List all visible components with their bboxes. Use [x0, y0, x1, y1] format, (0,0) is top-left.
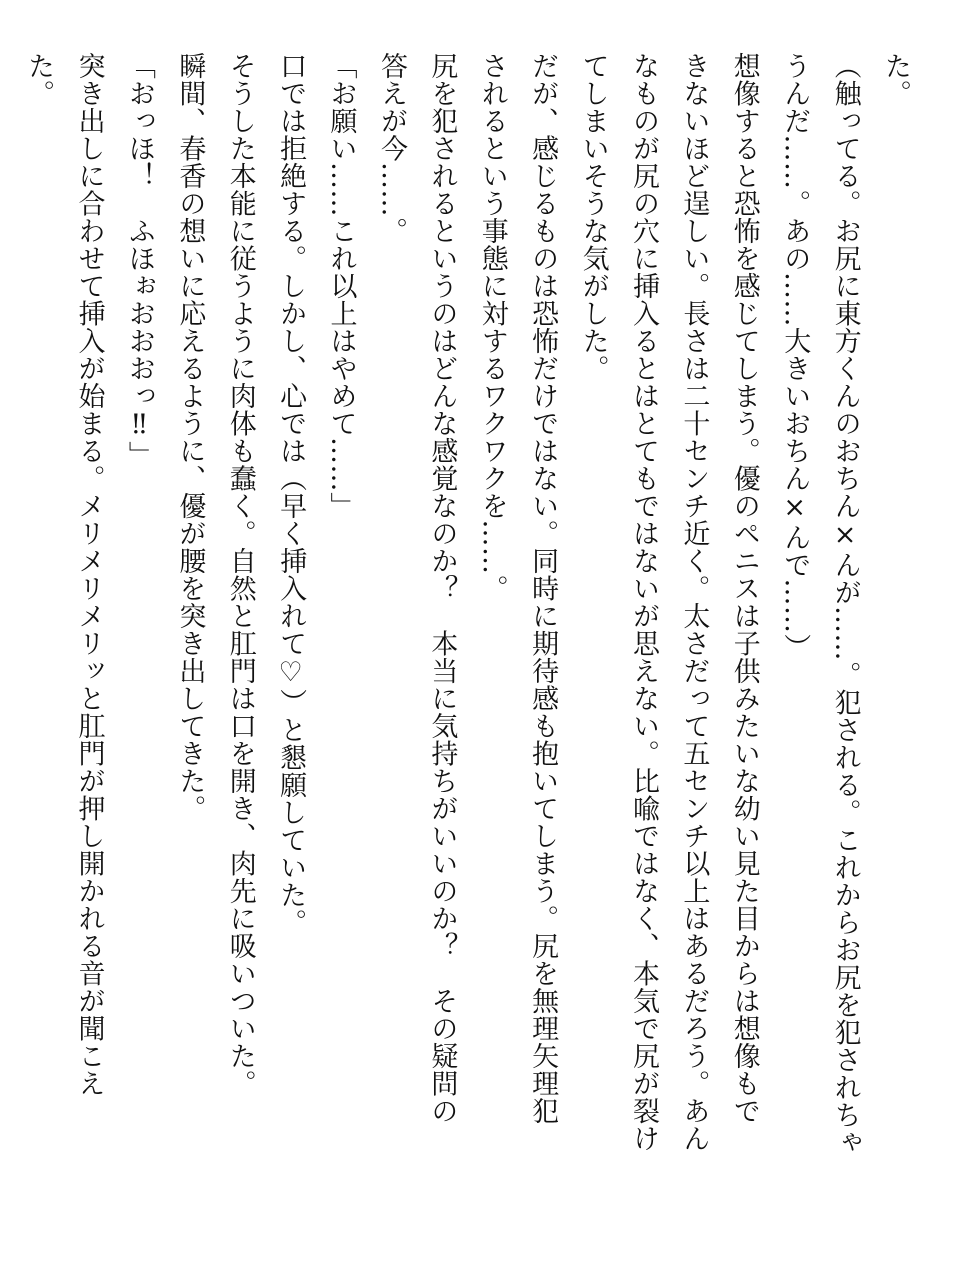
text-line-11: 答えが今……。 [375, 52, 407, 245]
text-line-16: 「おっほ！ ふほぉおおおっ‼」 [123, 52, 155, 469]
text-line-15: 瞬間、春香の想いに応えるように、優が腰を突き出してきた。 [174, 52, 206, 822]
text-line-8: だが、感じるものは恐怖だけではない。同時に期待感も抱いてしまう。尻を無理矢理犯 [527, 52, 559, 1125]
text-line-12: 「お願い……これ以上はやめて……」 [325, 52, 357, 520]
vertical-text-body [13, 52, 920, 1252]
text-line-9: されるという事態に対するワクワクを……。 [476, 52, 508, 602]
text-line-10: 尻を犯されるというのはどんな感覚なのか？ 本当に気持ちがいいのか？ その疑問の [426, 52, 458, 1125]
text-line-1: た。 [880, 52, 911, 107]
text-line-17: 突き出しに合わせて挿入が始まる。メリメリメリッと肛門が押し開かれる音が聞こえ [73, 52, 105, 1097]
text-line-2: （触ってる。お尻に東方くんのおちん×んが……。犯される。これからお尻を犯されちゃ [829, 52, 861, 1156]
text-line-4: 想像すると恐怖を感じてしまう。優のペニスは子供みたいな幼い見た目からは想像もで [728, 52, 760, 1125]
text-line-6: なものが尻の穴に挿入るとはとてもではないが思えない。比喩ではなく、本気で尻が裂け [627, 52, 659, 1152]
text-line-3: うんだ……。あの……大きいおちん×んで……） [779, 52, 811, 661]
text-line-14: そうした本能に従うように肉体も蠢く。自然と肛門は口を開き、肉先に吸いついた。 [224, 52, 256, 1097]
text-line-13: 口では拒絶する。しかし、心では（早く挿入れて♡）と懇願していた。 [275, 52, 307, 936]
text-line-18: た。 [23, 52, 55, 107]
text-line-5: きないほど逞しい。長さは二十センチ近く。太さだって五センチ以上はあるだろう。あん [678, 52, 710, 1152]
text-line-7: てしまいそうな気がした。 [577, 52, 609, 382]
